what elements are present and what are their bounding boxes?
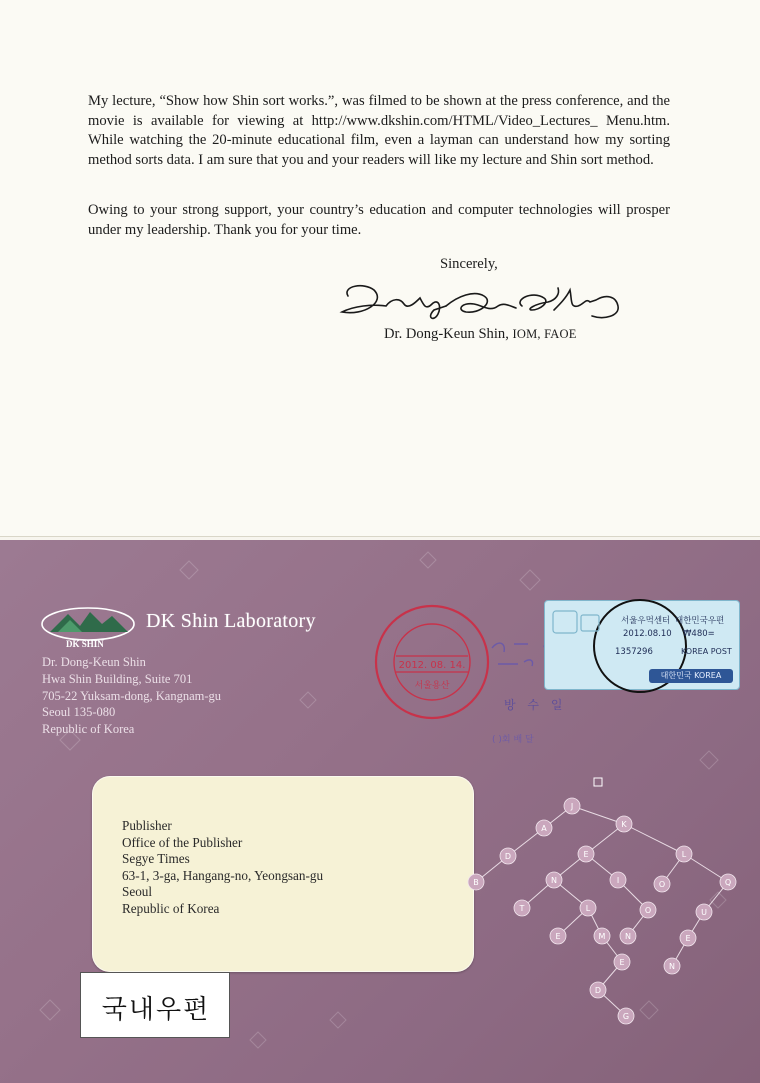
envelope	[0, 540, 760, 1083]
recipient-line: Republic of Korea	[122, 900, 220, 916]
tree-node-label: M	[598, 932, 606, 941]
signer-credentials: IOM, FAOE	[512, 327, 577, 341]
postmark-office: 서울용산	[414, 681, 450, 691]
tree-node-label: I	[616, 876, 620, 885]
recipient-line: Publisher	[122, 818, 172, 833]
signer-block	[384, 326, 577, 343]
meter-amount: ₩480=	[683, 629, 715, 639]
letter-paragraph-2: Owing to your strong support, your country’s education and computer technologies will prosper under my leadership. Thank you for your time.	[88, 202, 670, 238]
tree-node-label: E	[555, 932, 561, 941]
tree-node-label: K	[621, 820, 627, 829]
tree-node-label: L	[681, 850, 687, 859]
handwritten-signature	[334, 276, 624, 326]
letter-closing: Sincerely,	[440, 256, 498, 272]
tree-node-label: U	[701, 908, 707, 917]
tree-edge	[624, 824, 684, 854]
recipient-line: Office of the Publisher	[122, 834, 243, 850]
tree-root-marker	[594, 778, 602, 786]
meter-country-name: 대한민국우편	[675, 616, 725, 626]
meter-footer: 대한민국 KOREA	[649, 669, 733, 683]
letter-page	[0, 0, 760, 537]
sender-line: Seoul 135-080	[42, 705, 116, 720]
tree-node-label: B	[473, 878, 479, 887]
svg-text:( )회 배 달: ( )회 배 달	[492, 735, 534, 744]
sender-line: 705-22 Yuksam-dong, Kangnam-gu	[42, 688, 222, 703]
sender-line: Dr. Dong-Keun Shin	[42, 655, 146, 669]
sender-line: Hwa Shin Building, Suite 701	[42, 671, 193, 686]
red-postmark-stamp	[370, 600, 494, 740]
tree-node-label: E	[583, 850, 589, 859]
tree-node-label: E	[619, 958, 625, 967]
recipient-address	[122, 818, 323, 918]
sender-line: Republic of Korea	[42, 722, 135, 737]
meter-date: 2012.08.10	[623, 629, 672, 639]
domestic-mail-label: 국내우편	[101, 995, 211, 1025]
signer-name: Dr. Dong-Keun Shin,	[384, 326, 509, 342]
tree-node-label: O	[658, 880, 666, 889]
handwritten-label: 방 수 일	[504, 698, 567, 712]
tree-node-label: N	[551, 876, 557, 885]
tree-node-label: A	[541, 824, 547, 833]
tree-node-label: T	[519, 904, 525, 913]
tree-node-label: O	[644, 906, 652, 915]
sender-address	[42, 654, 221, 738]
domestic-mail-label-box	[80, 972, 230, 1038]
tree-node-label: N	[669, 962, 675, 971]
recipient-line: Segye Times	[122, 851, 190, 867]
tree-node-label: D	[504, 852, 512, 861]
meter-post-label: KOREA POST	[681, 647, 732, 656]
tree-node-label: Q	[724, 878, 732, 887]
postage-meter-stamp	[544, 600, 740, 690]
postmark-date: 2012. 08. 14.	[398, 660, 466, 671]
laboratory-name: DK Shin Laboratory	[146, 610, 316, 632]
meter-center-name: 서울우먹센터	[621, 616, 671, 626]
dk-shin-logo	[40, 602, 140, 650]
tree-node-label: D	[594, 986, 602, 995]
recipient-line: 63-1, 3-ga, Hangang-no, Yeongsan-gu	[122, 867, 324, 883]
letter-paragraph-1: My lecture, “Show how Shin sort works.”, was filmed to be shown at the press conference, and the movie is available for viewing at http://www.dkshin.com/HTML/Video_Lectures_ Menu.htm. While watching the 20-minute educational film, even a layman can understand how my sorting method sorts data. I am sure that you and your readers will like my lecture and Shin sort method.	[88, 93, 670, 168]
meter-number: 1357296	[615, 647, 653, 657]
tree-node-label: L	[585, 904, 591, 913]
tree-node-label: N	[625, 932, 631, 941]
tree-node-label: J	[570, 802, 574, 811]
recipient-line: Seoul	[122, 884, 153, 900]
tree-node-label: E	[685, 934, 691, 943]
letter-tree-graphic	[448, 776, 748, 1076]
logo-text: DK SHIN	[66, 639, 104, 649]
tree-node-label: G	[622, 1012, 630, 1021]
